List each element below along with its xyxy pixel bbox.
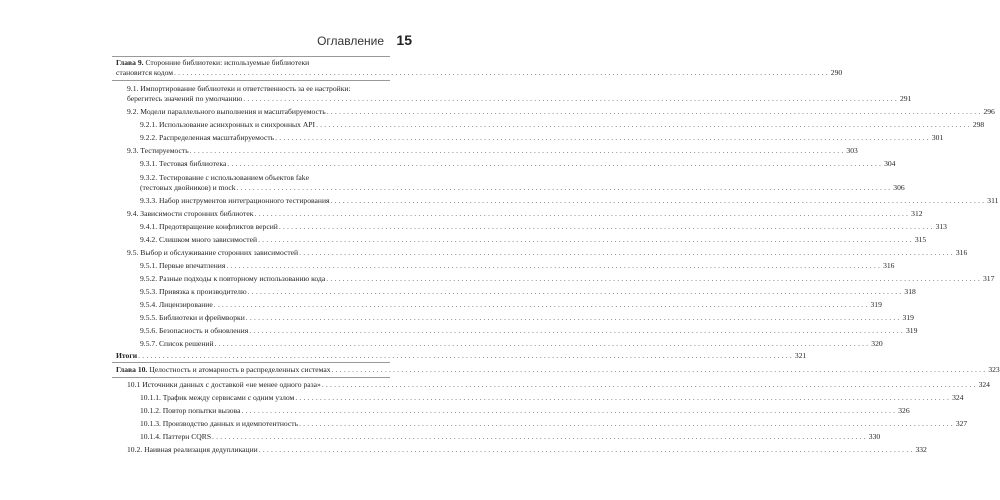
- chapter10-title: Целостность и атомарность в распределенных системах: [149, 365, 331, 374]
- toc-entry-9-4: [127, 209, 923, 219]
- entry-text: берегитесь значений по умолчанию: [127, 94, 243, 103]
- toc-entry-9-5: [127, 248, 968, 258]
- toc-entry-10-1: [127, 380, 990, 390]
- toc-entry-9-1-line1: 9.1. Импортирование библиотеки и ответственность за ее настройки:: [127, 84, 351, 93]
- leader-dots: [214, 300, 870, 310]
- entry-text: 10.1.4. Паттерн CQRS: [140, 432, 212, 441]
- entry-text: 9.3.1. Тестовая библиотека: [140, 159, 227, 168]
- entry-text: 9.2.1. Использование асинхронных и синхронных API: [140, 120, 316, 129]
- entry-page: 316: [883, 261, 895, 270]
- toc-entry-10-1-1: [140, 393, 964, 403]
- toc-entry-9-5-3: [140, 287, 916, 297]
- entry-text: Итоги: [116, 351, 138, 360]
- entry-page: 317: [982, 274, 995, 283]
- entry-text: 10.2. Наивная реализация дедупликации: [127, 445, 258, 454]
- entry-text: 9.5.4. Лицензирование: [140, 300, 213, 309]
- leader-dots: [326, 274, 982, 284]
- entry-page: 303: [846, 146, 858, 155]
- leader-dots: [295, 393, 951, 403]
- leader-dots: [258, 235, 914, 245]
- entry-page: 324: [952, 393, 964, 402]
- entry-text: 9.5.7. Список решений: [140, 339, 214, 348]
- entry-page: 313: [935, 222, 947, 231]
- toc-entry-9-2-1: [140, 120, 985, 130]
- entry-text: 9.5.2. Разные подходы к повторному использованию кода: [140, 274, 326, 283]
- entry-text: 9.5.5. Библиотеки и фреймворки: [140, 313, 245, 322]
- chapter9-label: Глава 9.: [116, 58, 144, 67]
- chapter10-label: Глава 10.: [116, 365, 148, 374]
- entry-page: 296: [983, 107, 995, 116]
- leader-dots: [227, 159, 883, 169]
- entry-page: 330: [868, 432, 881, 441]
- entry-text: 10.1.2. Повтор попытки вызова: [140, 406, 241, 415]
- leader-dots: [226, 261, 882, 271]
- chapter9-title-line2-row: [116, 68, 843, 78]
- chapter10-top-rule: [112, 362, 390, 363]
- entry-text: 9.4.1. Предотвращение конфликтов версий: [140, 222, 278, 231]
- toc-entry-9-5-2: [140, 274, 995, 284]
- chapter10-page: 323: [988, 365, 1000, 374]
- toc-entry-summary: [116, 351, 807, 361]
- leader-dots: [249, 326, 905, 336]
- chapter9-title-line1: Сторонние библиотеки: используемые библиотеки: [145, 58, 310, 67]
- toc-body: [112, 0, 1000, 500]
- toc-entry-9-1: [127, 94, 912, 104]
- entry-page: 312: [911, 209, 923, 218]
- leader-dots: [275, 133, 931, 143]
- entry-text: 9.5.3. Привязка к производителю: [140, 287, 247, 296]
- entry-page: 324: [978, 380, 990, 389]
- entry-page: 332: [915, 445, 927, 454]
- chapter10-heading: [116, 365, 1000, 375]
- entry-text: 9.5.6. Безопасность и обновления: [140, 326, 249, 335]
- entry-page: 327: [955, 419, 968, 428]
- leader-dots: [254, 209, 910, 219]
- toc-entry-10-2: [127, 445, 927, 455]
- entry-text: 9.2. Модели параллельного выполнения и масштабируемость: [127, 107, 326, 116]
- leader-dots: [331, 196, 987, 206]
- leader-dots: [322, 380, 978, 390]
- toc-entry-9-5-1: [140, 261, 895, 271]
- entry-page: 306: [893, 183, 905, 192]
- toc-entry-10-1-4: [140, 432, 881, 442]
- leader-dots: [190, 146, 846, 156]
- entry-page: 320: [871, 339, 883, 348]
- toc-entry-9-4-2: [140, 235, 927, 245]
- chapter9-title-line2: становится кодом: [116, 68, 174, 77]
- entry-page: 319: [905, 326, 918, 335]
- leader-dots: [279, 222, 935, 232]
- leader-dots: [316, 120, 972, 130]
- leader-dots: [246, 313, 902, 323]
- leader-dots: [248, 287, 904, 297]
- toc-entry-10-1-2: [140, 406, 910, 416]
- toc-entry-10-1-3: [140, 419, 968, 429]
- page-number: 15: [396, 32, 412, 48]
- toc-entry-9-3-3: [140, 196, 999, 206]
- leader-dots: [243, 94, 899, 104]
- entry-text: 9.4. Зависимости сторонних библиотек: [127, 209, 254, 218]
- toc-entry-9-4-1: [140, 222, 947, 232]
- entry-text: 10.1 Источники данных с доставкой «не менее одного раза»: [127, 380, 321, 389]
- toc-entry-9-5-7: [140, 339, 883, 349]
- entry-text: 9.5. Выбор и обслуживание сторонних зависимостей: [127, 248, 299, 257]
- entry-page: 326: [898, 406, 910, 415]
- leader-dots: [212, 432, 868, 442]
- entry-text: 10.1.1. Трафик между сервисами с одним узлом: [140, 393, 295, 402]
- toc-entry-9-3-1: [140, 159, 896, 169]
- entry-page: 319: [870, 300, 882, 309]
- entry-page: 298: [972, 120, 985, 129]
- entry-text: 10.1.3. Производство данных и идемпотентность: [140, 419, 299, 428]
- chapter10-mid-rule: [112, 377, 390, 378]
- leader-dots: [299, 248, 955, 258]
- leader-dots: [327, 107, 983, 117]
- entry-text: 9.3. Тестируемость: [127, 146, 189, 155]
- entry-page: 315: [914, 235, 927, 244]
- chapter9-page: 290: [830, 68, 843, 77]
- chapter9-heading: [116, 58, 388, 68]
- toc-entry-9-3-2-line1: 9.3.2. Тестирование с использованием объектов fake: [140, 173, 309, 182]
- entry-page: 318: [904, 287, 916, 296]
- running-title: Оглавление: [317, 34, 384, 48]
- leader-dots: [241, 406, 897, 416]
- chapter9-mid-rule: [112, 80, 390, 81]
- leader-dots: [332, 365, 988, 375]
- entry-page: 316: [955, 248, 968, 257]
- entry-page: 301: [931, 133, 944, 142]
- entry-text: 9.4.2. Слишком много зависимостей: [140, 235, 258, 244]
- leader-dots: [259, 445, 915, 455]
- entry-text: 9.5.1. Первые впечатления: [140, 261, 226, 270]
- entry-page: 319: [902, 313, 914, 322]
- toc-entry-9-3-2: [140, 183, 905, 193]
- leader-dots: [138, 351, 794, 361]
- entry-text: 9.2.2. Распределенная масштабируемость: [140, 133, 275, 142]
- entry-page: 321: [794, 351, 807, 360]
- toc-entry-9-2: [127, 107, 995, 117]
- toc-entry-9-2-2: [140, 133, 944, 143]
- entry-page: 311: [987, 196, 999, 205]
- toc-entry-9-5-5: [140, 313, 914, 323]
- leader-dots: [237, 183, 893, 193]
- entry-page: 291: [900, 94, 912, 103]
- leader-dots: [174, 68, 830, 78]
- entry-text: 9.3.3. Набор инструментов интеграционного тестирования: [140, 196, 330, 205]
- toc-entry-9-3: [127, 146, 858, 156]
- leader-dots: [299, 419, 955, 429]
- toc-entry-9-5-6: [140, 326, 918, 336]
- chapter9-top-rule: [112, 56, 390, 57]
- entry-page: 304: [884, 159, 896, 168]
- toc-entry-9-5-4: [140, 300, 882, 310]
- leader-dots: [215, 339, 871, 349]
- entry-text: (тестовых двойников) и mock: [140, 183, 236, 192]
